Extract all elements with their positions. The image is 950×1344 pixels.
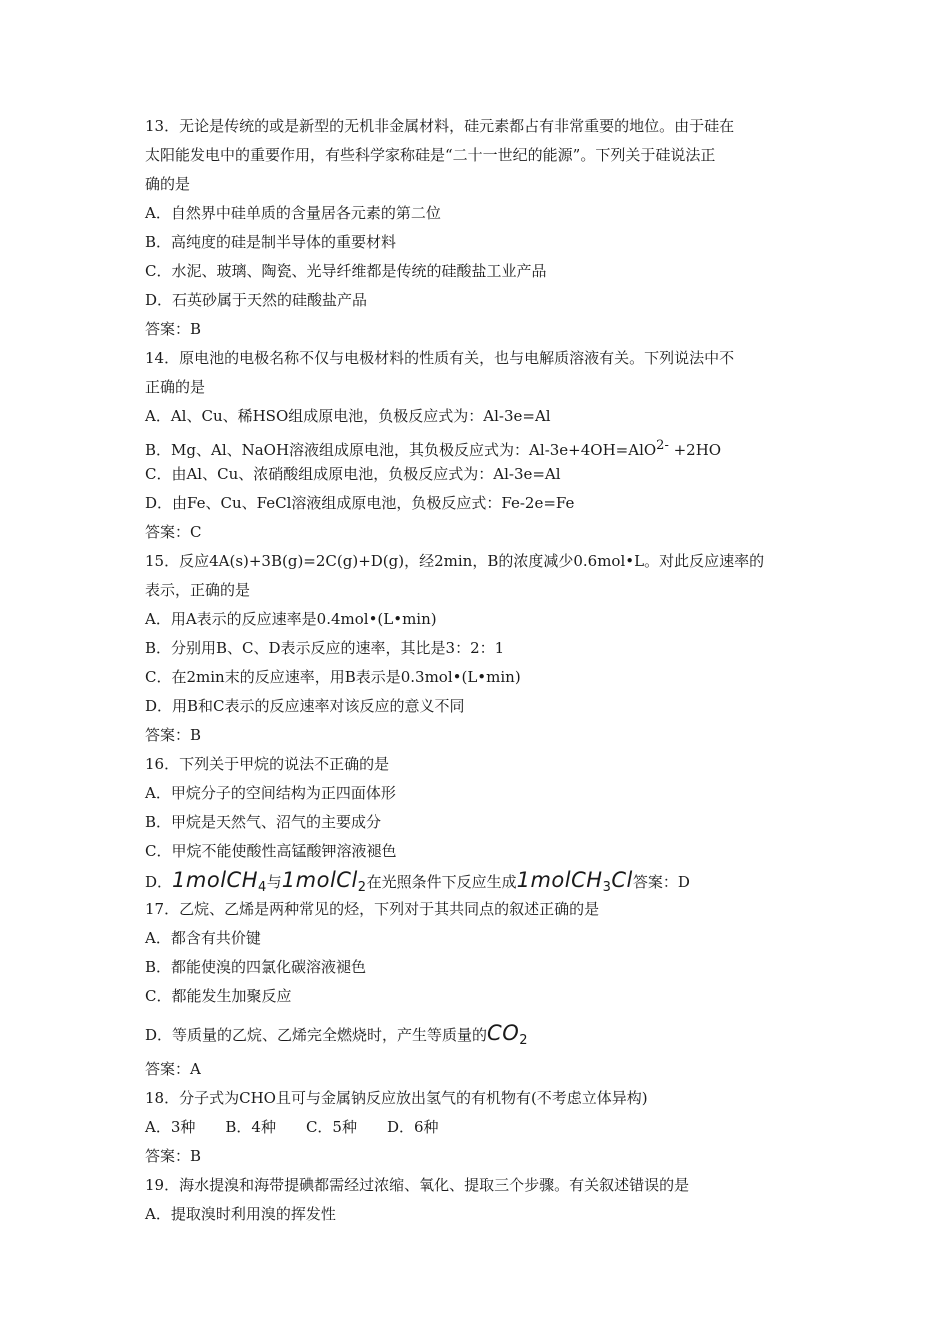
q18-options: A．3种 B．4种 C．5种 D．6种	[145, 1118, 439, 1136]
q14-option-b-tail: +2HO	[668, 441, 722, 459]
q14-option-b	[145, 431, 810, 460]
q16-option-d	[145, 866, 810, 895]
q15-option-b: B．分别用B、C、D表示反应的速率，其比是3：2：1	[145, 639, 505, 657]
q17-answer: 答案：A	[145, 1060, 201, 1078]
q16-formula-ch4-text: 1molCH	[172, 868, 258, 892]
q16-answer: 答案：D	[632, 873, 690, 891]
q16-option-d-prefix: D．	[145, 873, 173, 891]
q14-option-a: A．Al、Cu、稀HSO组成原电池，负极反应式为：Al-3e=Al	[145, 407, 551, 425]
q18-answer: 答案：B	[145, 1147, 202, 1165]
q16-stem-line-1: 16．下列关于甲烷的说法不正确的是	[145, 755, 390, 773]
q17-option-d-text: D．等质量的乙烷、乙烯完全燃烧时，产生等质量的	[145, 1026, 488, 1044]
q13-option-d: D．石英砂属于天然的硅酸盐产品	[145, 291, 368, 309]
q17-formula-co2-text: CO	[487, 1021, 520, 1045]
q14-answer: 答案：C	[145, 523, 202, 541]
q15-answer: 答案：B	[145, 726, 202, 744]
q16-formula-ch3cl-sub: 3	[602, 880, 612, 895]
q16-option-b: B．甲烷是天然气、沼气的主要成分	[145, 813, 382, 831]
q13-stem-line-1: 13．无论是传统的或是新型的无机非金属材料，硅元素都占有非常重要的地位。由于硅在	[145, 117, 735, 135]
q15-stem-line-2: 表示，正确的是	[145, 581, 251, 599]
q13-option-c: C．水泥、玻璃、陶瓷、光导纤维都是传统的硅酸盐工业产品	[145, 262, 547, 280]
q16-option-a: A．甲烷分子的空间结构为正四面体形	[145, 784, 396, 802]
q17-formula-co2-sub: 2	[519, 1033, 529, 1048]
q19-stem-line-1: 19．海水提溴和海带提碘都需经过浓缩、氧化、提取三个步骤。有关叙述错误的是	[145, 1176, 690, 1194]
q13-stem-line-3: 确的是	[145, 175, 191, 193]
document-page	[145, 112, 810, 1229]
q14-stem-line-2: 正确的是	[145, 378, 206, 396]
q14-option-c: C．由Al、Cu、浓硝酸组成原电池，负极反应式为：Al-3e=Al	[145, 465, 561, 483]
q13-stem-line-2: 太阳能发电中的重要作用，有些科学家称硅是“二十一世纪的能源”。下列关于硅说法正	[145, 146, 716, 164]
q16-formula-ch4	[172, 868, 267, 895]
q14-stem-line-1: 14．原电池的电极名称不仅与电极材料的性质有关，也与电解质溶液有关。下列说法中不	[145, 349, 735, 367]
q17-option-d	[145, 1011, 810, 1055]
q14-option-b-text: B．Mg、Al、NaOH溶液组成原电池，其负极反应式为：Al-3e+4OH=AlO	[145, 441, 657, 459]
q15-option-a: A．用A表示的反应速率是0.4mol•(L•min)	[145, 610, 437, 628]
q17-option-c: C．都能发生加聚反应	[145, 987, 292, 1005]
q15-option-c: C．在2min末的反应速率，用B表示是0.3mol•(L•min)	[145, 668, 521, 686]
q13-answer: 答案：B	[145, 320, 202, 338]
q13-option-b: B．高纯度的硅是制半导体的重要材料	[145, 233, 397, 251]
q15-stem-line-1: 15．反应4A(s)+3B(g)=2C(g)+D(g)，经2min，B的浓度减少0.6mol•L。对此反应速率的	[145, 552, 765, 570]
q16-formula-cl2-text: 1molCl	[281, 868, 358, 892]
q17-option-a: A．都含有共价键	[145, 929, 261, 947]
q17-stem-line-1: 17．乙烷、乙烯是两种常见的烃，下列对于其共同点的叙述正确的是	[145, 900, 600, 918]
q16-formula-ch3cl-tail: Cl	[611, 868, 633, 892]
q15-option-d: D．用B和C表示的反应速率对该反应的意义不同	[145, 697, 465, 715]
q18-stem-line-1: 18．分子式为CHO且可与金属钠反应放出氢气的有机物有(不考虑立体异构)	[145, 1089, 648, 1107]
q19-option-a: A．提取溴时利用溴的挥发性	[145, 1205, 336, 1223]
q16-formula-cl2-sub: 2	[357, 880, 367, 895]
q16-option-d-mid2: 在光照条件下反应生成	[366, 873, 517, 891]
q16-formula-cl2	[281, 868, 367, 895]
q16-formula-ch3cl-text: 1molCH	[516, 868, 603, 892]
q16-option-d-mid1: 与	[266, 873, 282, 891]
q17-formula-co2	[487, 1021, 529, 1048]
q14-option-d: D．由Fe、Cu、FeCl溶液组成原电池，负极反应式：Fe-2e=Fe	[145, 494, 575, 512]
q16-formula-ch3cl	[516, 868, 633, 895]
q14-option-b-superscript: 2-	[656, 438, 669, 453]
q16-option-c: C．甲烷不能使酸性高锰酸钾溶液褪色	[145, 842, 397, 860]
q17-option-b: B．都能使溴的四氯化碳溶液褪色	[145, 958, 367, 976]
q16-formula-ch4-sub: 4	[258, 880, 267, 895]
q13-option-a: A．自然界中硅单质的含量居各元素的第二位	[145, 204, 441, 222]
